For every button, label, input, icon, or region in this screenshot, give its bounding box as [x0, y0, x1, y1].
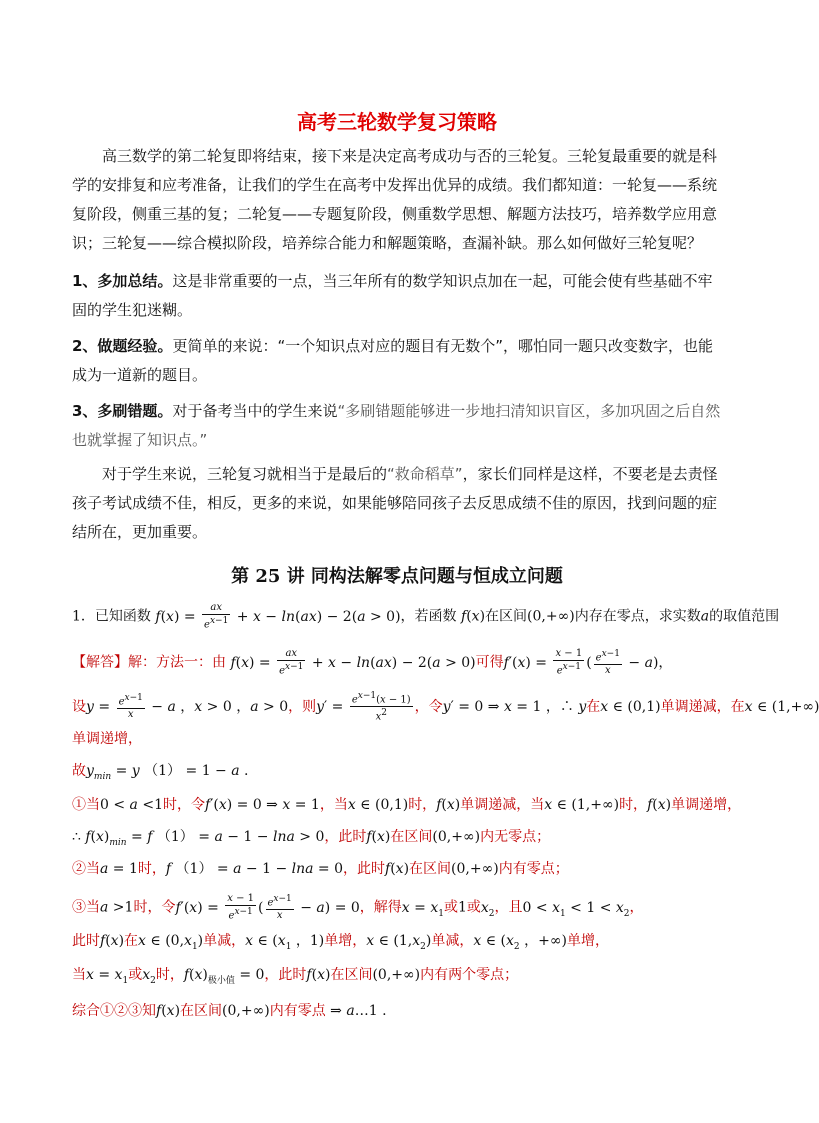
point-3-text: 对于备考当中的学生来说: [172, 402, 338, 420]
solution-ling: ，令: [414, 698, 443, 715]
case-2-line: ②当a = 1时，f （1） = a − 1 − lna = 0，此时f(x)在区间(0,+∞)内有零点；: [72, 861, 569, 877]
solution-ze: ，则: [288, 698, 317, 715]
problem-cond1: ，若函数: [400, 608, 457, 625]
point-3: [72, 397, 724, 455]
point-3-quote: “多刷错题能够进一步地扫清知识盲区，多加巩固之后自然也就掌握了知识点。”: [72, 402, 721, 449]
closing-a: 对于学生来说，三轮复习就相当于是最后的: [102, 465, 388, 483]
point-1: [72, 267, 724, 325]
solution-line-2: 设y = $\frac{e^{x-1}}{x}$ − a ，x > 0 ，a > 0，则y′ = $\frac{e^{x-1}(x - 1)}{x^2}$ ，令y′ = 0 ⇒ x = 1 ，∴ y在x ∈ (0,1)单调递减，在x ∈ (1,+∞): [72, 691, 819, 723]
solution-line-2b: 单调递增，: [72, 731, 142, 747]
problem-cond4: 的取值范围: [709, 608, 780, 625]
formula-ymin: $y_{min} = y$ （1） = 1 − a .: [86, 763, 249, 782]
closing-b: ，家长们同样是这样，不要老是去责怪孩子考试成绩不佳，相反，更多的来说，如果能够陪同孩子去反思成绩不佳的原因，找到问题的症结所在，更加重要。: [72, 465, 718, 541]
formula-y-zero: y′ = 0 ⇒ x = 1 ，∴ y: [442, 698, 587, 715]
case-3-line-a: ③当a >1时，令f′(x) = $\frac{x - 1}{e^{x-1}}$ ( $\frac{e^{x-1}}{x}$ − a) = 0，解得$x = x_1$或1或$x_2$，且$0 < x_1 < 1 < x_2$，: [72, 893, 644, 922]
formula-derivative: f′(x) = $\frac{x - 1}{e^{x-1}}$ ( $\frac{e^{x-1}}{x}$ − a)，: [503, 648, 673, 677]
solution-gu: 故: [72, 763, 86, 779]
problem-lead: 1．已知函数: [72, 608, 151, 625]
lecture-title: 第 25 讲 同构法解零点问题与恒成立问题: [231, 566, 563, 587]
solution-line-1: [72, 648, 732, 677]
formula-y: y = $\frac{e^{x-1}}{x}$ − a ，x > 0 ，a > 0: [86, 693, 289, 721]
point-2-head: 2、做题经验。: [72, 337, 173, 355]
formula-f-repeat: f(x) = $\frac{ax}{e^{x-1}}$ + x − ln(ax) − 2(a > 0): [230, 648, 476, 677]
summary-lead: 综合①②③知: [72, 1003, 156, 1019]
case-3-mark: ③: [72, 899, 86, 916]
point-1-text: 这是非常重要的一点，当三年所有的数学知识点加在一起，可能会使有些基础不牢固的学生犯迷糊。: [72, 272, 713, 319]
case-1-line-a: ①当0 < a <1时，令f′(x) = 0 ⇒ x = 1，当x ∈ (0,1)时，f(x)单调递减，当x ∈ (1,+∞)时，f(x)单调递增，: [72, 797, 742, 813]
answer-label: 【解答】: [72, 654, 128, 671]
problem-cond2: 在区间: [485, 608, 528, 625]
summary-mid: 在区间: [180, 1003, 223, 1019]
point-2-text: 更简单的来说：“一个知识点对应的题目有无数个”，哪怕同一题只改变数字，也能成为一道新的题目。: [72, 337, 713, 384]
closing-paragraph: [72, 460, 724, 547]
formula-f: f(x) = $\frac{ax}{e^{x-1}}$ + x − ln(ax) − 2(a > 0): [155, 602, 401, 631]
problem-statement: 1．已知函数 f(x) = $\frac{ax}{e^{x-1}}$ + x − ln(ax) − 2(a > 0)，若函数 f(x)在区间(0,+∞)内存在零点，求实数a的取值范围: [72, 602, 780, 631]
case-2-mark: ②: [72, 861, 86, 877]
point-1-head: 1、多加总结。: [72, 272, 173, 290]
problem-cond3: 内存在零点，求实数: [574, 608, 701, 625]
point-3-head: 3、多刷错题。: [72, 402, 173, 420]
closing-quote: “救命稻草”: [387, 465, 463, 483]
formula-y-derivative: y′ = $\frac{e^{x-1}(x - 1)}{x^2}$: [316, 691, 411, 723]
case-3-line-b: 此时f(x)在x ∈ $(0,x_1)$单减，x ∈ ($x_1$ ，1)单增，x ∈ $(1,x_2)$单减，x ∈ ($x_2$ ，+∞)单增，: [72, 933, 609, 952]
page-title: 高考三轮数学复习策略: [297, 110, 497, 134]
solution-kede: 可得: [475, 654, 504, 671]
point-2: [72, 332, 724, 390]
case-3-line-c: 当$x = x_1$或$x_2$时，$f(x)_{极小值} = 0$，此时f(x)在区间(0,+∞)内有两个零点；: [72, 967, 519, 986]
solution-dandiaojian: 单调递减，在: [660, 698, 745, 715]
summary-line: 综合①②③知f(x)在区间(0,+∞)内有零点 ⇒ a…1 .: [72, 1003, 387, 1019]
case-1-mark: ①: [72, 797, 86, 813]
summary-end: 内有零点: [269, 1003, 326, 1019]
solution-she: 设: [72, 698, 86, 715]
case-1-line-b: ∴ $f(x)_{min} = f$ （1） = a − 1 − lna > 0，此时f(x)在区间(0,+∞)内无零点；: [72, 829, 551, 848]
solution-line-3: [72, 760, 732, 788]
intro-paragraph: 高三数学的第二轮复即将结束，接下来是决定高考成功与否的三轮复。三轮复最重要的就是科学的安排复和应考准备，让我们的学生在高考中发挥出优异的成绩。我们都知道：一轮复——系统复阶段，侧重三基的复；二轮复——专题复阶段，侧重数学思想、解题方法技巧，培养数学应用意识；三轮复——综合模拟阶段，培养综合能力和解题策略，查漏补缺。那么如何做好三轮复呢？: [72, 147, 718, 252]
solution-intro: 解：方法一：由: [128, 654, 226, 671]
